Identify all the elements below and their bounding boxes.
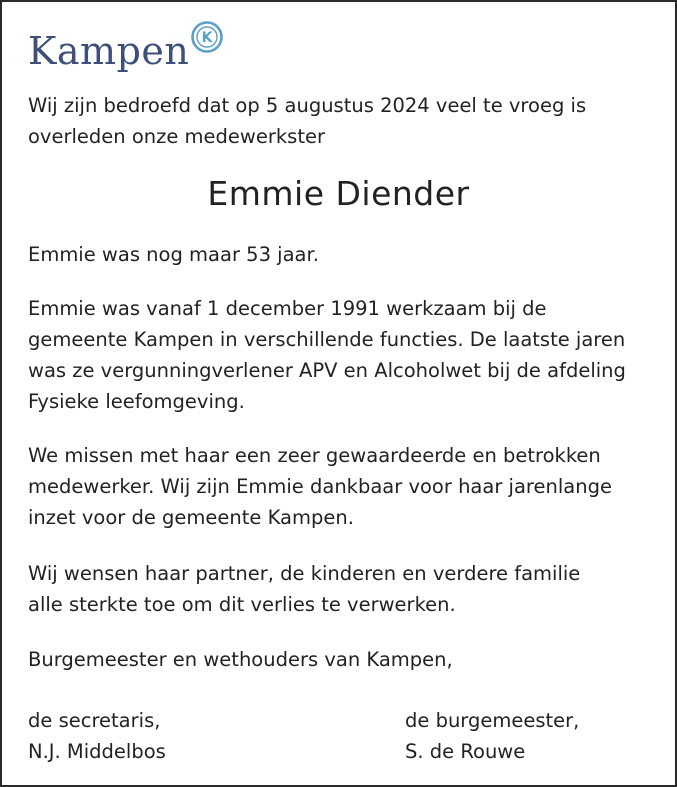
signatory-title: de secretaris,: [28, 709, 161, 732]
closing-text: Burgemeester en wethouders van Kampen,: [28, 648, 453, 671]
intro-line: Wij zijn bedroefd dat op 5 augustus 2024 veel te vroeg is: [28, 94, 587, 117]
career-line: Fysieke leefomgeving.: [28, 390, 245, 413]
tribute-line: inzet voor de gemeente Kampen.: [28, 506, 354, 529]
signatory-title: de burgemeester,: [405, 709, 580, 732]
condolence-line: Wij wensen haar partner, de kinderen en verdere familie: [28, 562, 581, 585]
signatory-mayor: [405, 705, 579, 767]
age-line: Emmie was nog maar 53 jaar.: [28, 243, 319, 266]
intro-line: overleden onze medewerkster: [28, 125, 325, 148]
career-paragraph: [28, 293, 649, 417]
closing-line: [28, 644, 649, 675]
career-line: was ze vergunningverlener APV en Alcoholwet bij de afdeling: [28, 359, 626, 382]
signatory-name: S. de Rouwe: [405, 740, 526, 763]
kampen-logo: [28, 16, 224, 80]
intro-paragraph: [28, 90, 649, 152]
tribute-paragraph: [28, 440, 649, 533]
deceased-name: Emmie Diender: [207, 174, 470, 213]
career-line: gemeente Kampen in verschillende functies. De laatste jaren: [28, 328, 626, 351]
logo-mark-letter: K: [201, 30, 213, 46]
signatory-name: N.J. Middelbos: [28, 740, 166, 763]
tribute-line: We missen met haar een zeer gewaardeerde en betrokken: [28, 444, 601, 467]
signatory-secretary: [28, 705, 166, 767]
tribute-line: medewerker. Wij zijn Emmie dankbaar voor haar jarenlange: [28, 475, 612, 498]
condolence-line: alle sterkte toe om dit verlies te verwerken.: [28, 593, 456, 616]
logo-wordmark: Kampen: [28, 29, 190, 73]
condolence-paragraph: [28, 558, 649, 620]
career-line: Emmie was vanaf 1 december 1991 werkzaam bij de: [28, 297, 547, 320]
kampen-k-icon: [190, 20, 224, 54]
age-paragraph: [28, 239, 649, 270]
